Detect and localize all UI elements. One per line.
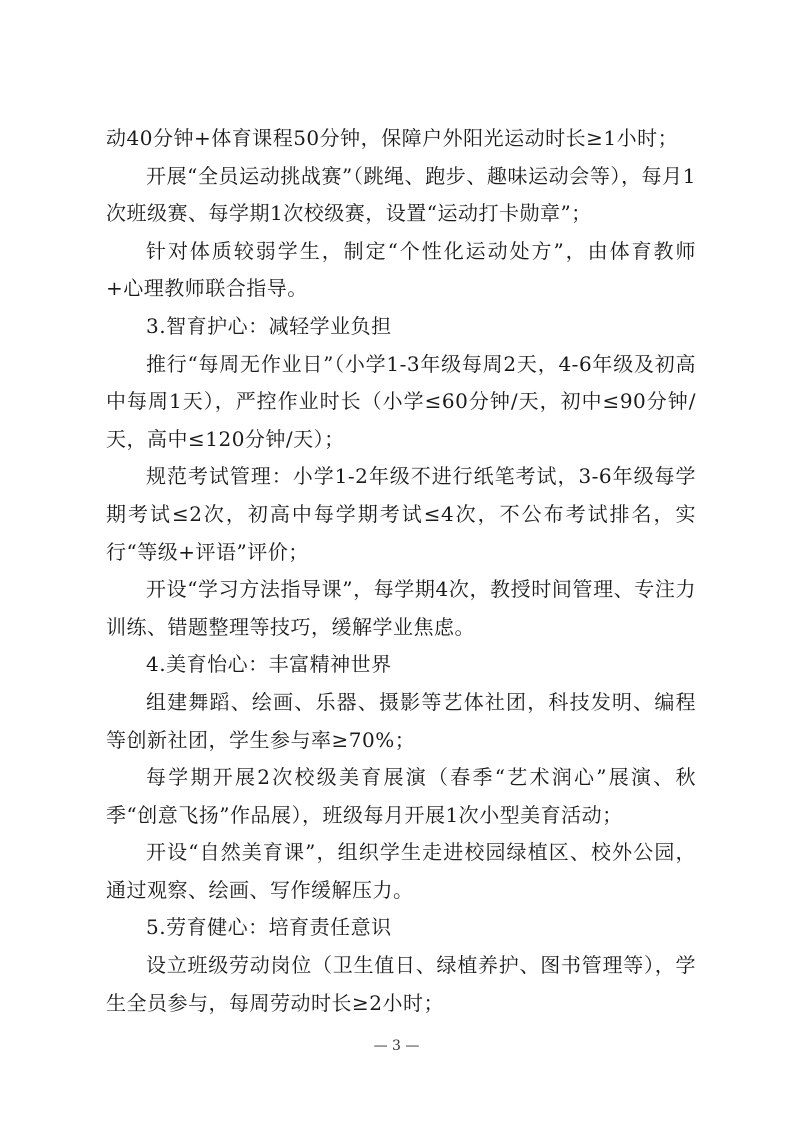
paragraph: 每学期开展2次校级美育展演（春季“艺术润心”展演、秋季“创意飞扬”作品展），班级每月开展1次小型美育活动； bbox=[106, 765, 696, 827]
paragraph: 开设“自然美育课”，组织学生走进校园绿植区、校外公园，通过观察、绘画、写作缓解压力。 bbox=[106, 840, 696, 902]
paragraph: 规范考试管理：小学1-2年级不进行纸笔考试，3-6年级每学期考试≤2次，初高中每学期考试≤4次，不公布考试排名，实行“等级+评语”评价； bbox=[106, 464, 696, 564]
paragraph: 组建舞蹈、绘画、乐器、摄影等艺体社团，科技发明、编程等创新社团，学生参与率≥70%； bbox=[106, 689, 696, 752]
section-heading: 3.智育护心：减轻学业负担 bbox=[146, 313, 392, 338]
body-text bbox=[106, 120, 696, 1022]
paragraph: 开设“学习方法指导课”，每学期4次，教授时间管理、专注力训练、错题整理等技巧，缓解学业焦虑。 bbox=[106, 577, 696, 639]
page-number: — 3 — bbox=[373, 1038, 420, 1054]
section-heading: 4.美育怡心：丰富精神世界 bbox=[146, 652, 392, 677]
paragraph: 推行“每周无作业日”（小学1-3年级每周2天，4-6年级及初高中每周1天），严控作业时长（小学≤60分钟/天，初中≤90分钟/天，高中≤120分钟/天）； bbox=[106, 351, 696, 451]
paragraph: 针对体质较弱学生，制定“个性化运动处方”，由体育教师+心理教师联合指导。 bbox=[106, 238, 696, 301]
paragraph: 开展“全员运动挑战赛”（跳绳、跑步、趣味运动会等），每月1次班级赛、每学期1次校级赛，设置“运动打卡勋章”； bbox=[106, 163, 696, 226]
paragraph-continuation: 动40分钟+体育课程50分钟，保障户外阳光运动时长≥1小时； bbox=[106, 126, 679, 150]
paragraph: 设立班级劳动岗位（卫生值日、绿植养护、图书管理等），学生全员参与，每周劳动时长≥2小时； bbox=[106, 953, 696, 1015]
section-heading: 5.劳育健心：培育责任意识 bbox=[146, 915, 392, 940]
